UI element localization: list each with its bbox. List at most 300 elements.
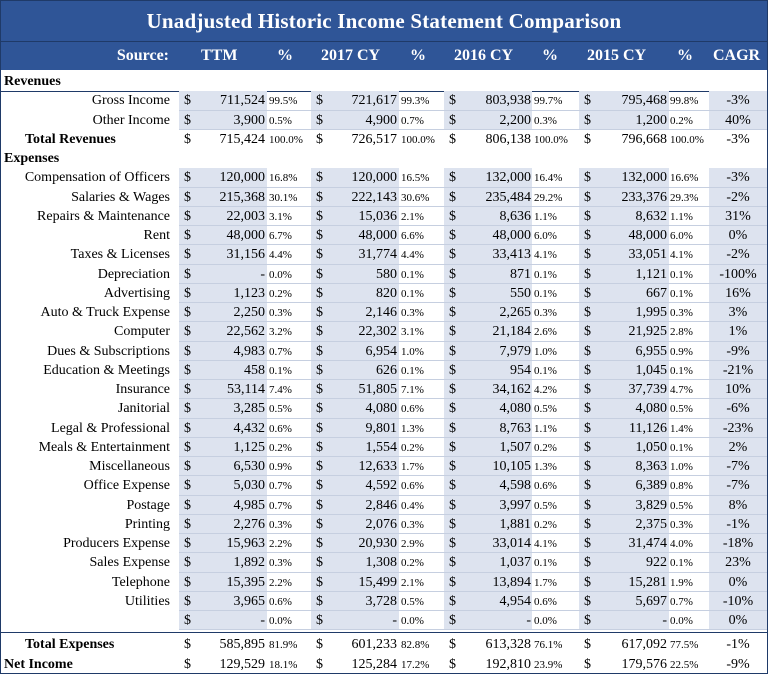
value-cell-ttm: 3,965 xyxy=(233,593,265,609)
percent-cell-ttm: 18.1% xyxy=(269,658,298,671)
value-cell-cy2017: - xyxy=(392,613,397,628)
value-cell-ttm: 715,424 xyxy=(219,131,265,147)
currency-symbol: $ xyxy=(316,170,323,186)
header-pct-ttm: % xyxy=(277,47,293,64)
percent-cell-cy2016: 0.1% xyxy=(534,557,557,570)
expense-row xyxy=(1,496,767,515)
percent-cell-cy2016: 0.0% xyxy=(534,615,557,627)
cagr-cell: -2% xyxy=(726,189,750,205)
currency-symbol: $ xyxy=(449,536,456,551)
percent-cell-cy2017: 0.4% xyxy=(401,499,424,512)
value-cell-cy2017: 6,954 xyxy=(365,343,397,359)
value-cell-cy2017: 222,143 xyxy=(351,189,397,205)
percent-cell-cy2015: 4.1% xyxy=(670,249,693,262)
percent-cell-cy2017: 0.1% xyxy=(401,364,424,377)
currency-symbol: $ xyxy=(449,228,456,243)
percent-cell-cy2015: 0.3% xyxy=(670,518,693,531)
value-cell-cy2016: 1,881 xyxy=(499,516,531,532)
value-cell-cy2016: 1,037 xyxy=(499,555,531,571)
percent-cell-cy2015: 0.0% xyxy=(670,615,693,627)
currency-symbol: $ xyxy=(584,637,591,653)
percent-cell-cy2015: 6.0% xyxy=(670,230,693,242)
value-cell-ttm: 711,524 xyxy=(220,93,265,109)
currency-symbol: $ xyxy=(584,343,591,359)
cagr-cell: 16% xyxy=(725,285,751,301)
value-cell-cy2017: 2,846 xyxy=(365,497,397,513)
cagr-cell: -9% xyxy=(726,343,750,359)
currency-symbol: $ xyxy=(184,228,191,243)
currency-symbol: $ xyxy=(316,574,323,590)
percent-cell-cy2017: 0.6% xyxy=(401,480,424,493)
cagr-cell: 23% xyxy=(725,555,751,571)
percent-cell-cy2017: 0.1% xyxy=(401,268,424,281)
currency-symbol: $ xyxy=(184,593,191,609)
currency-symbol: $ xyxy=(184,189,191,205)
value-cell-cy2017: 2,076 xyxy=(365,516,397,532)
value-cell-cy2016: 550 xyxy=(510,285,531,301)
cell-shade xyxy=(311,611,399,630)
currency-symbol: $ xyxy=(584,228,591,243)
header-pct-2016: % xyxy=(542,47,558,64)
cagr-cell: -2% xyxy=(726,247,750,263)
currency-symbol: $ xyxy=(316,555,323,571)
percent-cell-cy2017: 0.2% xyxy=(401,441,424,454)
currency-symbol: $ xyxy=(584,170,591,186)
value-cell-cy2017: 120,000 xyxy=(351,170,397,186)
percent-cell-ttm: 0.7% xyxy=(269,480,292,493)
row-label: Printing xyxy=(124,516,170,532)
section-expenses xyxy=(1,149,767,168)
value-cell-cy2015: 1,050 xyxy=(635,439,667,455)
currency-symbol: $ xyxy=(316,324,323,340)
percent-cell-cy2017: 17.2% xyxy=(401,658,430,671)
percent-cell-cy2015: 0.1% xyxy=(670,287,693,300)
percent-cell-ttm: 6.7% xyxy=(269,230,292,242)
expense-row xyxy=(1,553,767,572)
value-cell-ttm: 53,114 xyxy=(227,382,265,397)
value-cell-cy2017: 12,633 xyxy=(358,459,397,474)
value-cell-ttm: 15,395 xyxy=(226,574,265,590)
expense-row xyxy=(1,380,767,399)
percent-cell-ttm: 2.2% xyxy=(269,576,292,589)
currency-symbol: $ xyxy=(184,656,191,672)
percent-cell-ttm: 0.0% xyxy=(269,615,292,627)
expense-row xyxy=(1,399,767,418)
value-cell-cy2015: 8,632 xyxy=(635,208,667,224)
currency-symbol: $ xyxy=(449,516,456,532)
currency-symbol: $ xyxy=(449,637,456,653)
percent-cell-cy2015: 1.0% xyxy=(670,461,693,473)
value-cell-cy2017: 125,284 xyxy=(351,656,397,672)
cagr-cell: 0% xyxy=(728,613,748,628)
currency-symbol: $ xyxy=(184,305,191,320)
percent-cell-cy2016: 76.1% xyxy=(534,639,563,652)
percent-cell-ttm: 0.2% xyxy=(269,287,292,300)
value-cell-cy2015: 33,051 xyxy=(628,247,667,263)
percent-cell-cy2017: 7.1% xyxy=(401,384,424,396)
percent-cell-cy2016: 4.2% xyxy=(534,384,557,396)
percent-cell-cy2015: 2.8% xyxy=(670,326,693,339)
row-label: Office Expense xyxy=(83,478,170,494)
currency-symbol: $ xyxy=(584,112,591,128)
percent-cell-cy2016: 4.1% xyxy=(534,249,557,262)
expense-row xyxy=(1,361,767,380)
row-divider xyxy=(179,629,767,630)
row-label: Other Income xyxy=(92,112,170,128)
value-cell-cy2017: 4,592 xyxy=(365,478,397,494)
value-cell-cy2016: 132,000 xyxy=(485,170,531,186)
percent-cell-ttm: 0.7% xyxy=(269,499,292,512)
currency-symbol: $ xyxy=(184,343,191,359)
value-cell-cy2015: 37,739 xyxy=(628,382,667,397)
percent-cell-cy2016: 0.6% xyxy=(534,480,557,493)
currency-symbol: $ xyxy=(316,637,323,653)
currency-symbol: $ xyxy=(449,362,456,378)
value-cell-cy2015: 31,474 xyxy=(628,536,667,551)
currency-symbol: $ xyxy=(584,324,591,340)
row-label: Salaries & Wages xyxy=(71,189,170,205)
value-cell-cy2015: 1,200 xyxy=(635,112,667,128)
value-cell-cy2015: 922 xyxy=(646,555,667,571)
percent-cell-cy2017: 99.3% xyxy=(401,95,430,108)
header-2016: 2016 CY xyxy=(454,47,514,64)
statement-grid xyxy=(1,70,767,674)
value-cell-cy2017: 22,302 xyxy=(358,324,397,340)
cell-shade xyxy=(444,611,532,630)
value-cell-cy2016: 8,763 xyxy=(499,420,531,436)
percent-cell-cy2016: 1.0% xyxy=(534,345,557,358)
value-cell-cy2015: 6,389 xyxy=(635,478,667,494)
percent-cell-ttm: 0.3% xyxy=(269,518,292,531)
value-cell-cy2015: 11,126 xyxy=(629,420,667,436)
percent-cell-cy2016: 6.0% xyxy=(534,230,557,242)
value-cell-cy2015: - xyxy=(662,613,667,628)
currency-symbol: $ xyxy=(184,536,191,551)
currency-symbol: $ xyxy=(184,112,191,128)
expense-row xyxy=(1,476,767,495)
percent-cell-cy2015: 0.1% xyxy=(670,268,693,281)
percent-cell-cy2017: 2.1% xyxy=(401,210,424,223)
currency-symbol: $ xyxy=(184,497,191,513)
percent-cell-cy2016: 0.3% xyxy=(534,114,557,127)
currency-symbol: $ xyxy=(584,516,591,532)
cagr-cell: -7% xyxy=(726,459,750,474)
currency-symbol: $ xyxy=(316,247,323,263)
value-cell-cy2015: 3,829 xyxy=(635,497,667,513)
row-label: Insurance xyxy=(115,382,170,397)
header-cagr: CAGR xyxy=(713,47,761,64)
currency-symbol: $ xyxy=(584,459,591,474)
percent-cell-cy2015: 1.9% xyxy=(670,576,693,589)
currency-symbol: $ xyxy=(449,305,456,320)
percent-cell-cy2016: 0.6% xyxy=(534,595,557,608)
value-cell-ttm: 585,895 xyxy=(219,637,265,653)
cagr-cell: -21% xyxy=(722,362,754,378)
currency-symbol: $ xyxy=(584,131,591,147)
cagr-cell: -3% xyxy=(726,170,750,186)
value-cell-cy2017: 51,805 xyxy=(358,382,397,397)
currency-symbol: $ xyxy=(584,247,591,263)
percent-cell-cy2016: 16.4% xyxy=(534,172,563,185)
percent-cell-cy2015: 0.2% xyxy=(670,114,693,127)
currency-symbol: $ xyxy=(449,343,456,359)
section-revenues xyxy=(1,72,767,91)
value-cell-cy2015: 5,697 xyxy=(635,593,667,609)
percent-cell-ttm: 0.3% xyxy=(269,307,292,319)
cagr-cell: 0% xyxy=(728,228,748,243)
row-label: Legal & Professional xyxy=(51,420,170,436)
currency-symbol: $ xyxy=(184,382,191,397)
percent-cell-cy2016: 0.5% xyxy=(534,499,557,512)
value-cell-cy2016: 1,507 xyxy=(499,439,531,455)
currency-symbol: $ xyxy=(184,459,191,474)
value-cell-ttm: 1,123 xyxy=(233,285,265,301)
currency-symbol: $ xyxy=(316,362,323,378)
currency-symbol: $ xyxy=(316,497,323,513)
percent-cell-cy2017: 1.7% xyxy=(401,461,424,473)
value-cell-cy2015: 233,376 xyxy=(621,189,667,205)
currency-symbol: $ xyxy=(316,285,323,301)
value-cell-cy2016: 10,105 xyxy=(492,459,531,474)
value-cell-ttm: - xyxy=(260,613,265,628)
currency-symbol: $ xyxy=(449,593,456,609)
header-pct-2017: % xyxy=(410,47,426,64)
value-cell-cy2017: 3,728 xyxy=(365,593,397,609)
value-cell-cy2017: 1,554 xyxy=(365,439,397,455)
expense-row xyxy=(1,207,767,226)
cagr-cell: 1% xyxy=(728,324,748,340)
value-cell-ttm: 4,985 xyxy=(233,497,265,513)
percent-cell-cy2016: 0.3% xyxy=(534,307,557,319)
value-cell-cy2017: 2,146 xyxy=(365,305,397,320)
currency-symbol: $ xyxy=(316,536,323,551)
currency-symbol: $ xyxy=(584,656,591,672)
currency-symbol: $ xyxy=(184,401,191,417)
currency-symbol: $ xyxy=(584,208,591,224)
cell-shade xyxy=(179,611,267,630)
percent-cell-cy2017: 30.6% xyxy=(401,191,430,204)
expense-row xyxy=(1,188,767,207)
value-cell-ttm: 129,529 xyxy=(219,656,265,672)
expense-row xyxy=(1,534,767,553)
currency-symbol: $ xyxy=(316,208,323,224)
value-cell-cy2016: 21,184 xyxy=(492,324,531,340)
cagr-cell: -9% xyxy=(726,656,750,672)
value-cell-cy2017: 601,233 xyxy=(351,637,397,653)
percent-cell-cy2015: 0.1% xyxy=(670,557,693,570)
revenue-row xyxy=(1,91,767,110)
percent-cell-cy2017: 0.3% xyxy=(401,518,424,531)
percent-cell-cy2017: 4.4% xyxy=(401,249,424,262)
currency-symbol: $ xyxy=(184,439,191,455)
row-label: Taxes & Licenses xyxy=(70,247,170,263)
expense-row xyxy=(1,611,767,630)
value-cell-cy2016: 7,979 xyxy=(499,343,531,359)
percent-cell-ttm: 0.7% xyxy=(269,345,292,358)
value-cell-cy2017: 4,900 xyxy=(365,112,397,128)
currency-symbol: $ xyxy=(449,459,456,474)
currency-symbol: $ xyxy=(316,343,323,359)
percent-cell-cy2017: 82.8% xyxy=(401,639,430,652)
percent-cell-ttm: 0.9% xyxy=(269,461,292,473)
currency-symbol: $ xyxy=(449,401,456,417)
row-label: Producers Expense xyxy=(63,536,170,551)
value-cell-cy2016: 48,000 xyxy=(492,228,531,243)
value-cell-cy2017: 1,308 xyxy=(365,555,397,571)
currency-symbol: $ xyxy=(316,439,323,455)
percent-cell-ttm: 3.1% xyxy=(269,210,292,223)
percent-cell-cy2015: 0.5% xyxy=(670,403,693,416)
value-cell-ttm: 4,432 xyxy=(233,420,265,436)
percent-cell-ttm: 7.4% xyxy=(269,384,292,396)
value-cell-cy2016: 33,014 xyxy=(492,536,531,551)
currency-symbol: $ xyxy=(184,170,191,186)
currency-symbol: $ xyxy=(184,555,191,571)
percent-cell-cy2017: 0.1% xyxy=(401,287,424,300)
value-cell-cy2017: 31,774 xyxy=(358,247,397,263)
value-cell-cy2015: 617,092 xyxy=(621,637,667,653)
currency-symbol: $ xyxy=(316,305,323,320)
percent-cell-ttm: 16.8% xyxy=(269,172,298,185)
percent-cell-cy2015: 0.3% xyxy=(670,307,693,319)
cagr-cell: -1% xyxy=(726,637,750,653)
currency-symbol: $ xyxy=(184,613,191,628)
currency-symbol: $ xyxy=(584,613,591,628)
cagr-cell: 31% xyxy=(725,208,751,224)
value-cell-cy2015: 15,281 xyxy=(628,574,667,590)
value-cell-cy2015: 6,955 xyxy=(635,343,667,359)
percent-cell-ttm: 0.6% xyxy=(269,422,292,435)
currency-symbol: $ xyxy=(316,401,323,417)
currency-symbol: $ xyxy=(316,420,323,436)
percent-cell-ttm: 0.5% xyxy=(269,114,292,127)
value-cell-ttm: 2,276 xyxy=(233,516,265,532)
value-cell-ttm: 215,368 xyxy=(219,189,265,205)
currency-symbol: $ xyxy=(584,574,591,590)
row-label: Sales Expense xyxy=(89,555,170,571)
currency-symbol: $ xyxy=(584,497,591,513)
row-label: Advertising xyxy=(103,285,170,301)
percent-cell-ttm: 0.3% xyxy=(269,557,292,570)
currency-symbol: $ xyxy=(584,266,591,282)
cagr-cell: 40% xyxy=(725,112,751,128)
percent-cell-cy2017: 1.3% xyxy=(401,422,424,435)
percent-cell-cy2017: 2.9% xyxy=(401,538,424,550)
currency-symbol: $ xyxy=(449,382,456,397)
cagr-cell: -6% xyxy=(726,401,750,417)
total-expenses-row xyxy=(1,635,767,654)
revenue-row xyxy=(1,111,767,130)
percent-cell-ttm: 99.5% xyxy=(269,95,298,108)
value-cell-cy2016: 4,954 xyxy=(499,593,531,609)
percent-cell-ttm: 81.9% xyxy=(269,639,298,652)
currency-symbol: $ xyxy=(184,285,191,301)
currency-symbol: $ xyxy=(184,131,191,147)
expense-row xyxy=(1,438,767,457)
value-cell-cy2017: 15,499 xyxy=(358,574,397,590)
value-cell-cy2015: 1,995 xyxy=(635,305,667,320)
percent-cell-cy2016: 23.9% xyxy=(534,658,563,671)
currency-symbol: $ xyxy=(449,324,456,340)
column-header-row xyxy=(1,41,767,70)
currency-symbol: $ xyxy=(184,324,191,340)
currency-symbol: $ xyxy=(584,555,591,571)
value-cell-ttm: 458 xyxy=(244,362,265,378)
value-cell-cy2015: 132,000 xyxy=(621,170,667,186)
value-cell-ttm: - xyxy=(260,266,265,282)
currency-symbol: $ xyxy=(449,112,456,128)
currency-symbol: $ xyxy=(449,613,456,628)
value-cell-cy2016: 33,413 xyxy=(492,247,531,263)
currency-symbol: $ xyxy=(584,593,591,609)
currency-symbol: $ xyxy=(316,112,323,128)
value-cell-cy2015: 8,363 xyxy=(635,459,667,474)
currency-symbol: $ xyxy=(184,362,191,378)
percent-cell-cy2017: 0.6% xyxy=(401,403,424,416)
currency-symbol: $ xyxy=(449,497,456,513)
row-label: Utilities xyxy=(124,593,170,609)
value-cell-ttm: 31,156 xyxy=(226,247,265,263)
cagr-cell: -3% xyxy=(726,131,750,147)
percent-cell-cy2016: 1.3% xyxy=(534,461,557,473)
percent-cell-cy2016: 0.1% xyxy=(534,268,557,281)
currency-symbol: $ xyxy=(584,305,591,320)
value-cell-ttm: 120,000 xyxy=(219,170,265,186)
percent-cell-cy2016: 1.7% xyxy=(534,576,557,589)
percent-cell-cy2015: 22.5% xyxy=(670,658,699,671)
row-label: Dues & Subscriptions xyxy=(47,343,170,359)
section-title: Revenues xyxy=(4,74,61,89)
expense-row xyxy=(1,457,767,476)
currency-symbol: $ xyxy=(449,555,456,571)
percent-cell-cy2015: 4.7% xyxy=(670,384,693,396)
row-label: Total Expenses xyxy=(25,637,115,653)
header-2017: 2017 CY xyxy=(321,47,381,64)
percent-cell-ttm: 2.2% xyxy=(269,538,292,550)
header-2015: 2015 CY xyxy=(587,47,647,64)
currency-symbol: $ xyxy=(449,93,456,109)
currency-symbol: $ xyxy=(316,613,323,628)
net-income-row xyxy=(1,655,767,674)
currency-symbol: $ xyxy=(184,637,191,653)
value-cell-cy2015: 48,000 xyxy=(628,228,667,243)
value-cell-ttm: 5,030 xyxy=(233,478,265,494)
value-cell-ttm: 22,003 xyxy=(226,208,265,224)
value-cell-cy2016: 235,484 xyxy=(485,189,531,205)
expense-row xyxy=(1,419,767,438)
row-label: Total Revenues xyxy=(25,131,116,147)
currency-symbol: $ xyxy=(316,266,323,282)
currency-symbol: $ xyxy=(449,478,456,494)
value-cell-ttm: 48,000 xyxy=(226,228,265,243)
percent-cell-cy2015: 1.4% xyxy=(670,422,693,435)
currency-symbol: $ xyxy=(584,362,591,378)
cell-shade xyxy=(579,611,669,630)
percent-cell-cy2017: 0.0% xyxy=(401,615,424,627)
value-cell-cy2015: 2,375 xyxy=(635,516,667,532)
value-cell-cy2016: 806,138 xyxy=(485,131,531,147)
percent-cell-cy2015: 16.6% xyxy=(670,172,699,185)
value-cell-ttm: 3,285 xyxy=(233,401,265,417)
expense-row xyxy=(1,284,767,303)
percent-cell-cy2015: 1.1% xyxy=(670,210,693,223)
row-label: Rent xyxy=(143,228,170,243)
currency-symbol: $ xyxy=(584,536,591,551)
percent-cell-cy2016: 0.1% xyxy=(534,364,557,377)
percent-cell-cy2016: 2.6% xyxy=(534,326,557,339)
currency-symbol: $ xyxy=(584,420,591,436)
currency-symbol: $ xyxy=(316,189,323,205)
